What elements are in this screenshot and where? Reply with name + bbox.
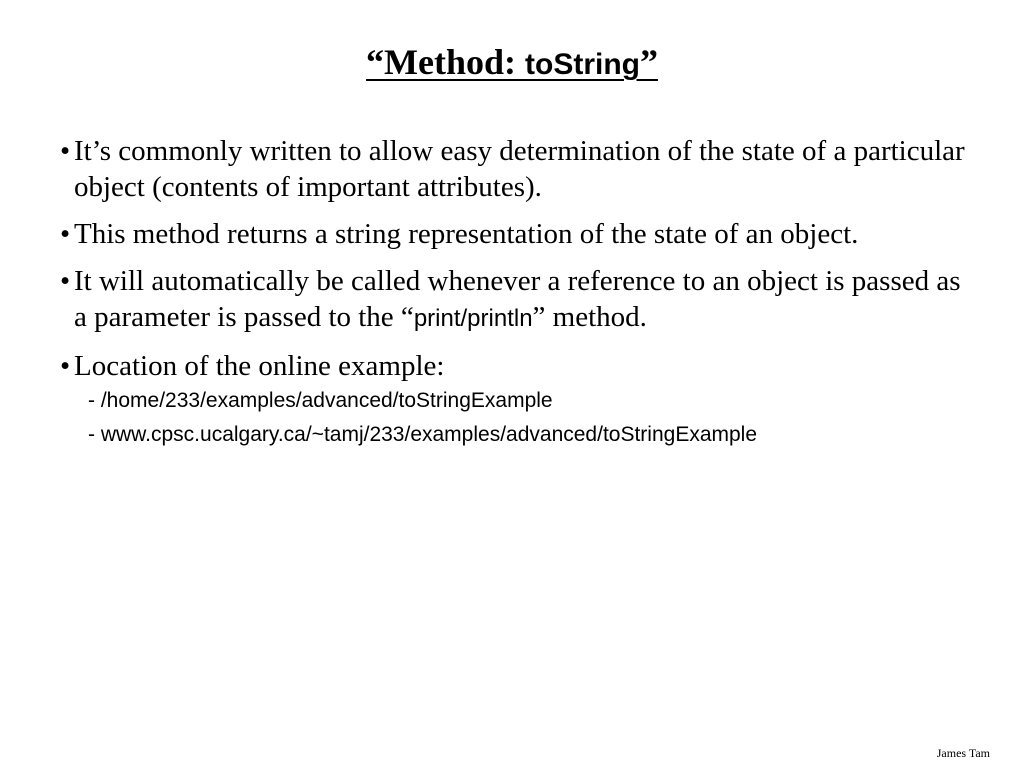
bullet-icon: • xyxy=(60,218,71,250)
bullet-text-before: It will automatically be called whenever a reference to an object is passed as a parameter is passed to the “ xyxy=(74,265,961,333)
footer-author: James Tam xyxy=(936,746,990,760)
bullet-item-location xyxy=(60,348,980,452)
location-web-url: - www.cpsc.ucalgary.ca/~tamj/233/examples/advanced/toStringExample xyxy=(88,423,758,446)
bullet-item-automatically-called xyxy=(60,263,980,337)
title-open-quote: “ xyxy=(366,42,385,82)
bullet-text: It’s commonly written to allow easy determination of the state of a particular object (contents of important attributes). xyxy=(74,135,965,203)
bullet-text: This method returns a string representation of the state of an object. xyxy=(74,218,859,250)
location-local-path: - /home/233/examples/advanced/toStringExample xyxy=(88,389,553,412)
bullet-icon: • xyxy=(60,265,71,297)
slide-title xyxy=(0,40,1024,87)
bullet-icon: • xyxy=(60,350,71,382)
bullet-list xyxy=(60,133,980,463)
title-prefix: Method: xyxy=(384,42,525,82)
title-close-quote: ” xyxy=(639,42,658,82)
slide-title-text xyxy=(366,42,658,82)
location-sublist xyxy=(74,384,980,452)
bullet-inline-code: print/println xyxy=(413,305,533,332)
bullet-icon: • xyxy=(60,135,71,167)
bullet-item-commonly-written xyxy=(60,133,980,205)
bullet-text: Location of the online example: xyxy=(74,350,445,382)
bullet-text-after: ” method. xyxy=(532,301,647,333)
title-code: toString xyxy=(525,48,640,81)
bullet-item-returns-string xyxy=(60,216,980,252)
